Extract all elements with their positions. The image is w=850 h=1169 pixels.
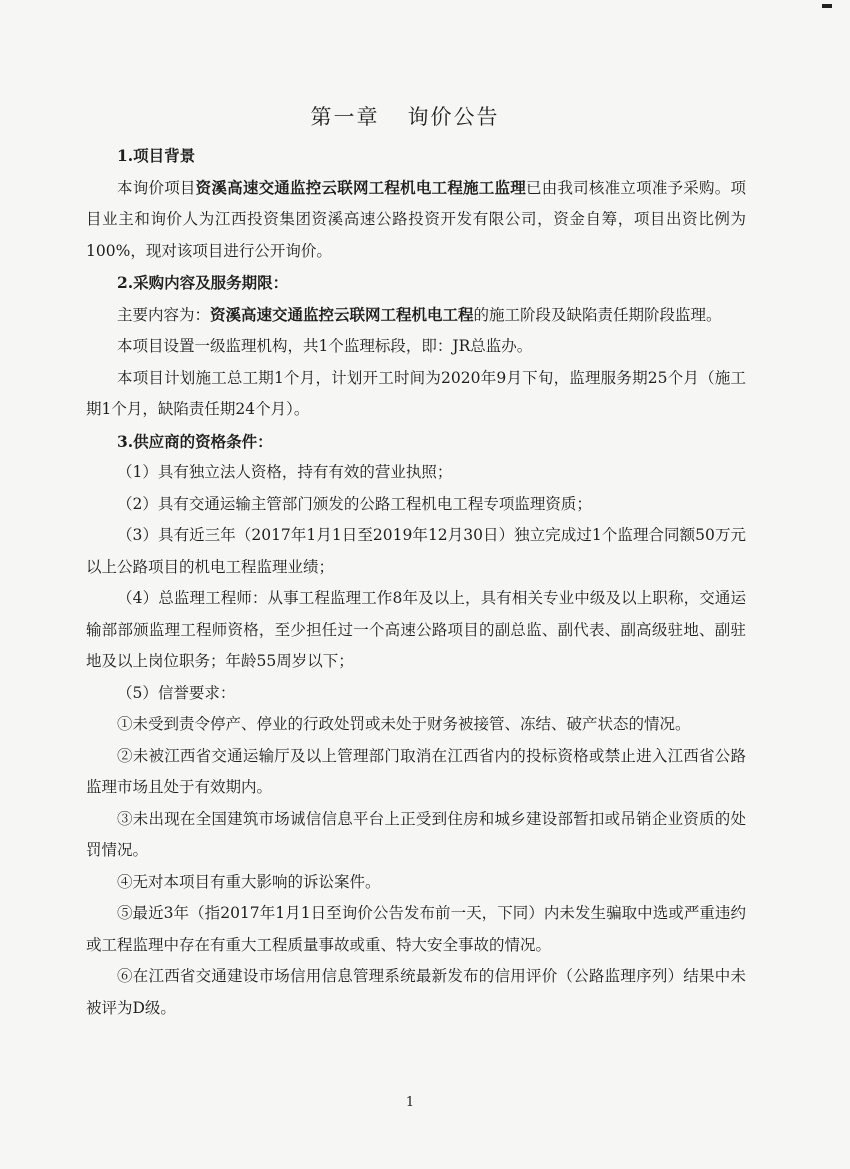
credit-requirement-item: ⑤最近3年（指2017年1月1日至询价公告发布前一天，下同）内未发生骗取中选或严重违约或工程监理中存在有重大工程质量事故或重、特大安全事故的情况。 [86,904,746,954]
text-run: 已由我司核准立项准予采购。项目业主和询价人为江西投资集团资溪高速公路投资开发有限公司，资金自筹，项目出资比例为100%，现对该项目进行公开询价。 [86,178,746,260]
qualification-item: （1）具有独立法人资格，持有有效的营业执照； [117,463,453,481]
project-name-bold: 资溪高速交通监控云联网工程机电工程施工监理 [195,177,526,197]
text-run: 主要内容为： [117,305,211,324]
credit-requirement-item: ①未受到责令停产、停业的行政处罚或未处于财务被接管、冻结、破产状态的情况。 [117,715,691,733]
chapter-name: 询价公告 [407,105,500,129]
text-run: 的施工阶段及缺陷责任期阶段监理。 [473,305,722,324]
qualification-item: （5）信誉要求： [117,683,236,702]
section-3-heading: 3.供应商的资格条件： [117,431,273,451]
credit-requirement-item: ④无对本项目有重大影响的诉讼案件。 [117,872,381,891]
chapter-number: 第一章 [310,105,380,129]
credit-requirement-item: ⑥在江西省交通建设市场信用信息管理系统最新发布的信用评价（公路监理序列）结果中未被评为D级。 [86,967,746,1017]
qualification-item: （3）具有近三年（2017年1月1日至2019年12月30日）独立完成过1个监理合同额50万元以上公路项目的机电工程监理业绩； [86,526,746,576]
qualification-item: （2）具有交通运输主管部门颁发的公路工程机电工程专项监理资质； [117,494,592,513]
section-1-heading: 1.项目背景 [117,146,196,165]
document-body [86,140,746,1024]
section-2-paragraph-3: 本项目计划施工总工期1个月，计划开工时间为2020年9月下旬，监理服务期25个月（施工期1个月，缺陷责任期24个月）。 [86,368,746,418]
qualification-item: （4）总监理工程师：从事工程监理工作8年及以上，具有相关专业中级及以上职称，交通运输部部颁监理工程师资格，至少担任过一个高速公路项目的副总监、副代表、副高级驻地、副驻地及以上岗位职务；年龄55周岁以下； [86,589,746,670]
credit-requirement-item: ②未被江西省交通运输厅及以上管理部门取消在江西省内的投标资格或禁止进入江西省公路监理市场且处于有效期内。 [86,746,746,796]
chapter-title [0,101,810,131]
section-2-paragraph-2: 本项目设置一级监理机构，共1个监理标段，即：JR总监办。 [117,337,533,355]
page-number: 1 [405,1095,415,1110]
section-2-paragraph-1 [86,299,746,332]
section-1-paragraph [86,172,746,268]
credit-requirement-item: ③未出现在全国建筑市场诚信信息平台上正受到住房和城乡建设部暂扣或吊销企业资质的处罚情况。 [86,809,746,859]
project-name-bold: 资溪高速交通监控云联网工程机电工程 [210,304,474,324]
text-run: 本询价项目 [117,178,196,197]
scan-corner-mark [822,4,832,8]
section-2-heading: 2.采购内容及服务期限： [117,273,289,292]
